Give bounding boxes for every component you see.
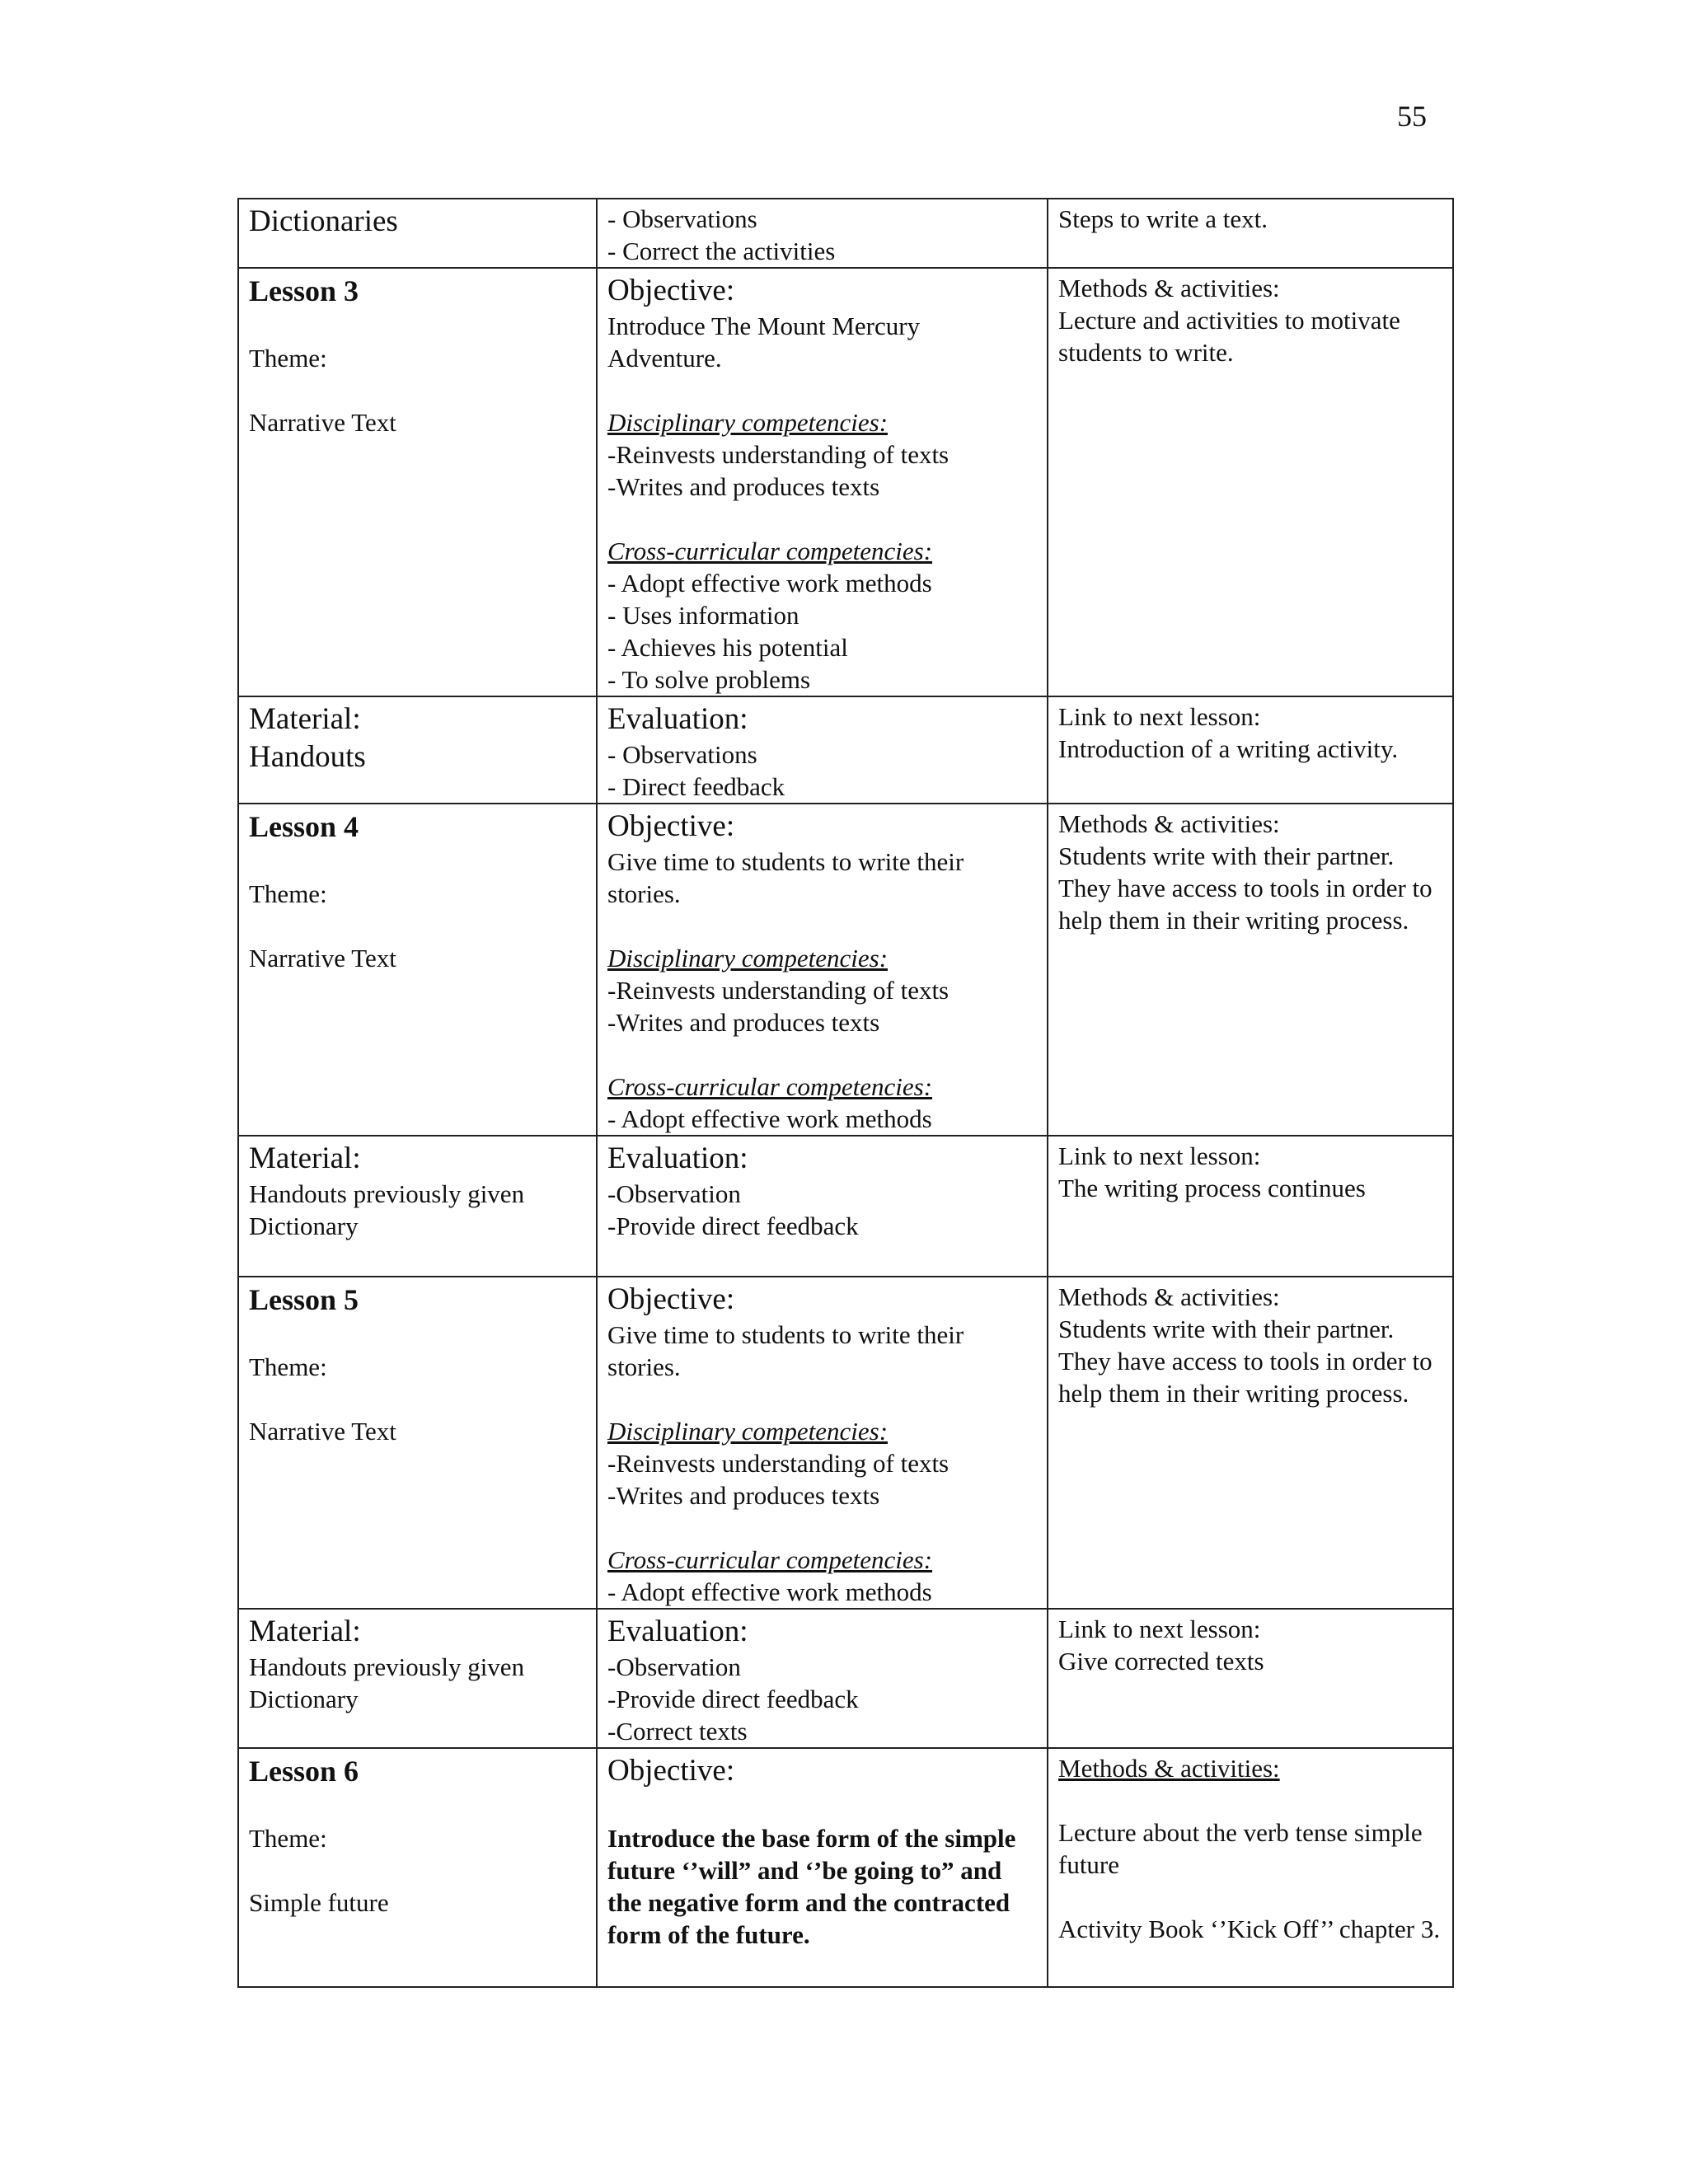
cross-curricular-item: - Adopt effective work methods xyxy=(607,569,932,598)
disciplinary-item: -Writes and produces texts xyxy=(607,1481,880,1510)
material-item: Handouts xyxy=(249,740,366,774)
table-row xyxy=(238,696,1453,804)
objective-heading: Objective: xyxy=(607,1282,735,1316)
objective-text: Introduce the base form of the simple future ‘’will” and ‘’be going to” and the negative form and the contracted form of the future. xyxy=(607,1824,1016,1949)
evaluation-item: -Provide direct feedback xyxy=(607,1685,859,1713)
link-cell xyxy=(1048,1609,1453,1748)
link-text: Introduction of a writing activity. xyxy=(1058,734,1399,763)
methods-cell xyxy=(1048,804,1453,1136)
evaluation-cell xyxy=(597,1609,1048,1748)
evaluation-item: -Correct texts xyxy=(607,1717,748,1746)
methods-heading: Methods & activities: xyxy=(1058,274,1280,302)
disciplinary-item: -Writes and produces texts xyxy=(607,472,880,501)
theme-label: Theme: xyxy=(249,1824,327,1853)
link-cell xyxy=(1048,1136,1453,1277)
theme-label: Theme: xyxy=(249,879,327,908)
disciplinary-heading: Disciplinary competencies: xyxy=(607,408,889,437)
material-label: Material: xyxy=(249,702,361,736)
lesson-title: Lesson 6 xyxy=(249,1755,359,1788)
evaluation-item: - Direct feedback xyxy=(607,772,785,801)
cross-curricular-heading: Cross-curricular competencies: xyxy=(607,537,933,565)
evaluation-item: - Observations xyxy=(607,204,757,233)
lesson-plan-table xyxy=(237,198,1454,1988)
evaluation-item: - Observations xyxy=(607,740,757,769)
material-item: Dictionary xyxy=(249,1685,359,1713)
lesson-cell xyxy=(238,268,597,696)
material-cell xyxy=(238,696,597,804)
theme-value: Simple future xyxy=(249,1888,389,1917)
cross-curricular-item: - Uses information xyxy=(607,601,799,630)
methods-heading: Methods & activities: xyxy=(1058,809,1280,838)
theme-value: Narrative Text xyxy=(249,944,396,972)
link-cell xyxy=(1048,199,1453,268)
theme-value: Narrative Text xyxy=(249,1417,396,1446)
methods-cell xyxy=(1048,268,1453,696)
objective-text: Give time to students to write their stories. xyxy=(607,847,964,908)
disciplinary-heading: Disciplinary competencies: xyxy=(607,944,889,972)
table-row xyxy=(238,1609,1453,1748)
evaluation-item: -Provide direct feedback xyxy=(607,1212,859,1240)
disciplinary-item: -Reinvests understanding of texts xyxy=(607,976,950,1005)
link-text: Give corrected texts xyxy=(1058,1647,1264,1675)
cross-curricular-heading: Cross-curricular competencies: xyxy=(607,1545,933,1574)
link-text: Steps to write a text. xyxy=(1058,204,1268,233)
theme-value: Narrative Text xyxy=(249,408,396,437)
methods-text: Students write with their partner. They have access to tools in order to help them in their writing process. xyxy=(1058,841,1432,935)
table-row xyxy=(238,1136,1453,1277)
methods-heading: Methods & activities: xyxy=(1058,1754,1280,1783)
objective-cell xyxy=(597,1748,1048,1987)
cross-curricular-item: - Achieves his potential xyxy=(607,633,848,662)
cross-curricular-heading: Cross-curricular competencies: xyxy=(607,1072,933,1101)
lesson-title: Lesson 3 xyxy=(249,274,359,307)
evaluation-heading: Evaluation: xyxy=(607,702,748,736)
theme-label: Theme: xyxy=(249,1352,327,1381)
activity-text: Activity Book ‘’Kick Off’’ chapter 3. xyxy=(1058,1915,1441,1943)
methods-text: Lecture about the verb tense simple future xyxy=(1058,1818,1423,1879)
table-row xyxy=(238,1277,1453,1609)
objective-text: Give time to students to write their stories. xyxy=(607,1320,964,1381)
objective-heading: Objective: xyxy=(607,1754,735,1788)
lesson-cell xyxy=(238,1277,597,1609)
link-heading: Link to next lesson: xyxy=(1058,1615,1261,1643)
methods-cell xyxy=(1048,1277,1453,1609)
disciplinary-item: -Writes and produces texts xyxy=(607,1008,880,1037)
material-cell xyxy=(238,199,597,268)
material-label: Material: xyxy=(249,1615,361,1648)
material-item: Dictionaries xyxy=(249,204,398,238)
cross-curricular-item: - To solve problems xyxy=(607,665,811,694)
evaluation-heading: Evaluation: xyxy=(607,1141,748,1175)
link-text: The writing process continues xyxy=(1058,1174,1366,1202)
disciplinary-item: -Reinvests understanding of texts xyxy=(607,440,950,469)
evaluation-item: -Observation xyxy=(607,1179,741,1208)
evaluation-cell xyxy=(597,199,1048,268)
link-heading: Link to next lesson: xyxy=(1058,702,1261,731)
evaluation-heading: Evaluation: xyxy=(607,1615,748,1648)
disciplinary-item: -Reinvests understanding of texts xyxy=(607,1449,950,1478)
evaluation-item: -Observation xyxy=(607,1652,741,1681)
material-item: Handouts previously given xyxy=(249,1179,525,1208)
methods-text: Students write with their partner. They have access to tools in order to help them in their writing process. xyxy=(1058,1315,1432,1408)
material-item: Handouts previously given xyxy=(249,1652,525,1681)
methods-heading: Methods & activities: xyxy=(1058,1282,1280,1311)
objective-cell xyxy=(597,1277,1048,1609)
table-row xyxy=(238,804,1453,1136)
lesson-cell xyxy=(238,1748,597,1987)
methods-cell xyxy=(1048,1748,1453,1987)
lesson-title: Lesson 5 xyxy=(249,1283,359,1316)
evaluation-cell xyxy=(597,696,1048,804)
evaluation-item: - Correct the activities xyxy=(607,237,836,265)
objective-heading: Objective: xyxy=(607,274,735,307)
lesson-title: Lesson 4 xyxy=(249,810,359,843)
material-cell xyxy=(238,1136,597,1277)
table-row xyxy=(238,199,1453,268)
disciplinary-heading: Disciplinary competencies: xyxy=(607,1417,889,1446)
methods-text: Lecture and activities to motivate students to write. xyxy=(1058,306,1400,367)
link-heading: Link to next lesson: xyxy=(1058,1141,1261,1170)
objective-cell xyxy=(597,268,1048,696)
theme-label: Theme: xyxy=(249,344,327,373)
table-row xyxy=(238,268,1453,696)
cross-curricular-item: - Adopt effective work methods xyxy=(607,1577,932,1606)
lesson-cell xyxy=(238,804,597,1136)
material-item: Dictionary xyxy=(249,1212,359,1240)
page-number: 55 xyxy=(1397,100,1427,133)
material-label: Material: xyxy=(249,1141,361,1175)
material-cell xyxy=(238,1609,597,1748)
objective-text: Introduce The Mount Mercury Adventure. xyxy=(607,312,921,373)
evaluation-cell xyxy=(597,1136,1048,1277)
link-cell xyxy=(1048,696,1453,804)
table-row xyxy=(238,1748,1453,1987)
objective-cell xyxy=(597,804,1048,1136)
cross-curricular-item: - Adopt effective work methods xyxy=(607,1104,932,1133)
objective-heading: Objective: xyxy=(607,809,735,843)
